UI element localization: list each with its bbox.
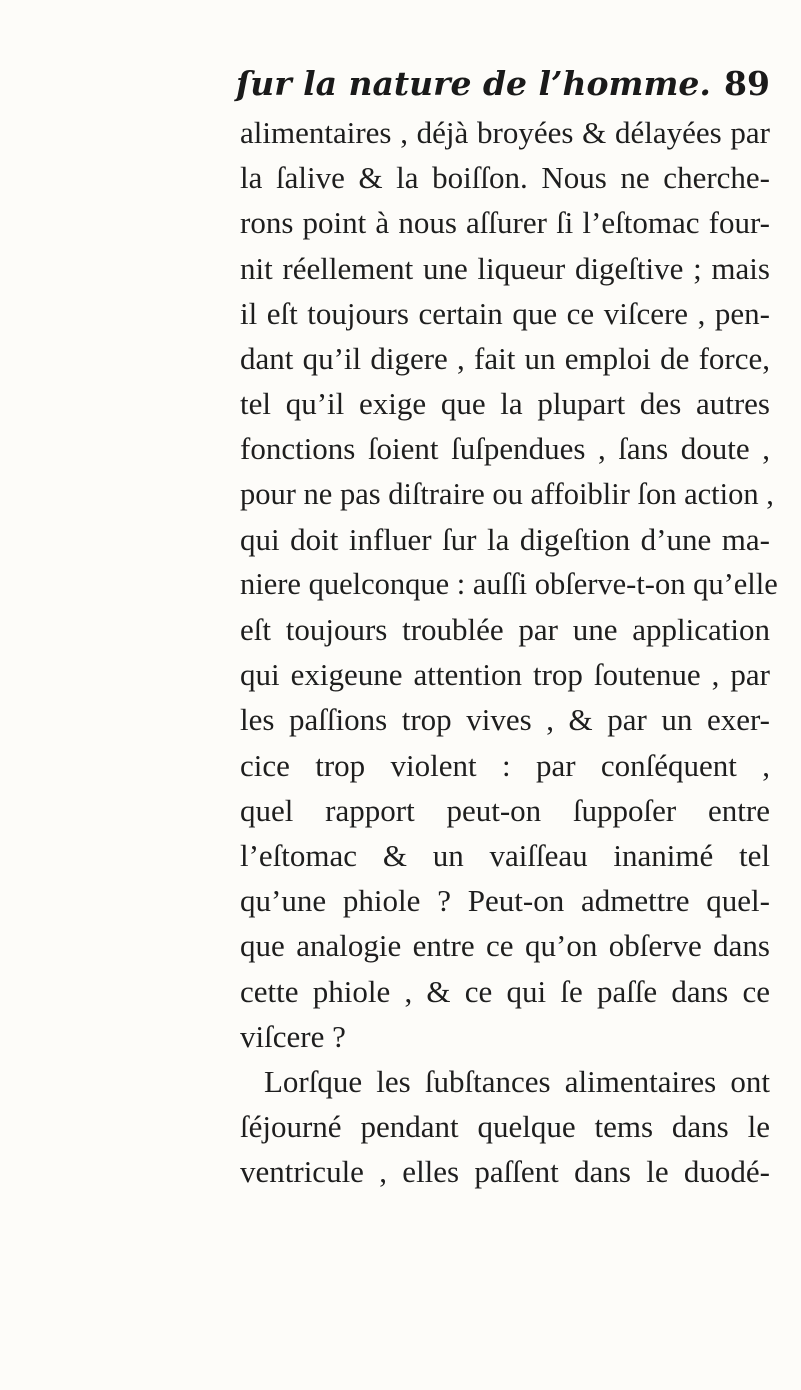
text-line: cette phiole , & ce qui ſe paſſe dans ce <box>240 973 770 1009</box>
running-title: ſur la nature de l’homme. <box>236 64 711 103</box>
text-line: que analogie entre ce qu’on obſerve dans <box>240 928 770 964</box>
body-text <box>240 110 778 1195</box>
text-line: alimentaires , déjà broyées & délayées par <box>240 115 770 150</box>
text-line: rons point à nous aſſurer ſi l’eſtomac four- <box>240 205 770 241</box>
text-line: fonctions ſoient ſuſpendues , ſans doute , <box>240 431 770 467</box>
text-line: l’eſtomac & un vaiſſeau inanimé tel <box>240 838 770 873</box>
text-line: qui exigeune attention trop ſoutenue , par <box>240 657 770 693</box>
text-line: qu’une phiole ? Peut-on admettre quel- <box>240 883 770 919</box>
text-line: cice trop violent : par conſéquent , <box>240 747 770 783</box>
text-line: niere quelconque : auſſi obſerve-t-on qu’elle <box>240 566 778 601</box>
text-line: nit réellement une liqueur digeſtive ; mais <box>240 250 770 286</box>
text-line: eſt toujours troublée par une application <box>240 612 770 648</box>
text-line: les paſſions trop vives , & par un exer- <box>240 702 770 738</box>
text-line: pour ne pas diſtraire ou affoiblir ſon action , <box>240 476 774 511</box>
text-line: il eſt toujours certain que ce viſcere , pen- <box>240 295 770 331</box>
text-line: qui doit influer ſur la digeſtion d’une ma- <box>240 521 770 557</box>
page-number: 89 <box>724 64 770 103</box>
text-line: tel qu’il exige que la plupart des autres <box>240 386 770 422</box>
paragraph-start-line: Lorſque les ſubſtances alimentaires ont <box>264 1063 770 1099</box>
running-head <box>0 62 801 112</box>
text-line: ſéjourné pendant quelque tems dans le <box>240 1109 770 1145</box>
text-line: viſcere ? <box>240 1018 346 1054</box>
text-line: la ſalive & la boiſſon. Nous ne cherche- <box>240 160 770 196</box>
text-line: dant qu’il digere , fait un emploi de force, <box>240 340 770 376</box>
text-line: ventricule , elles paſſent dans le duodé- <box>240 1154 770 1190</box>
text-line: quel rapport peut-on ſuppoſer entre <box>240 792 770 828</box>
